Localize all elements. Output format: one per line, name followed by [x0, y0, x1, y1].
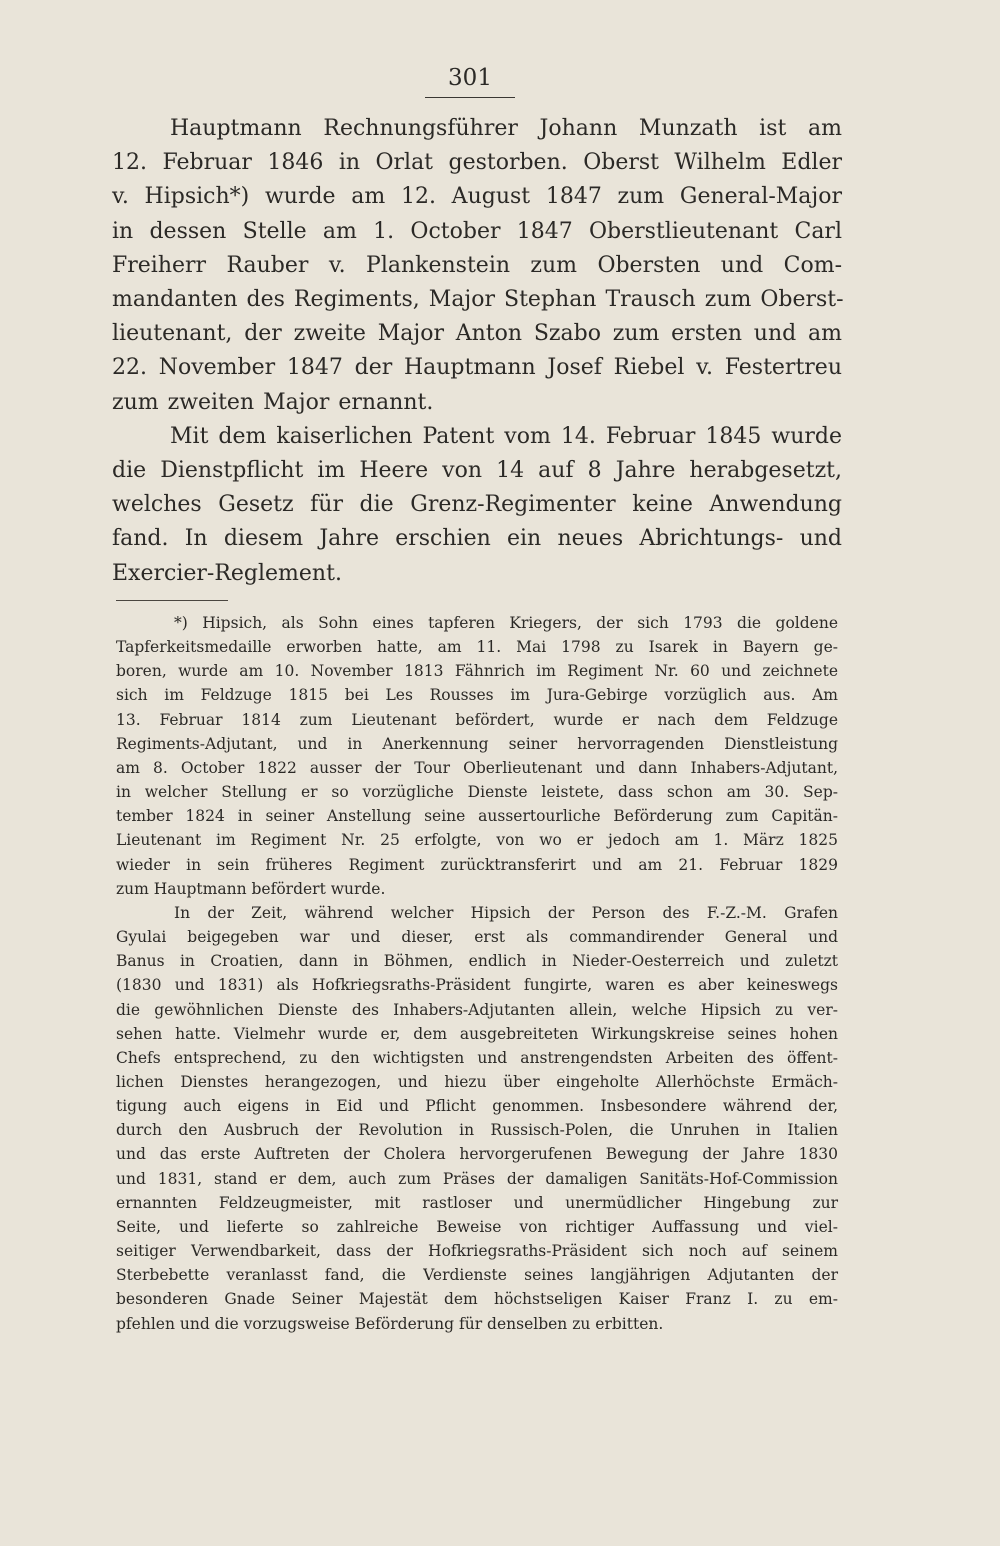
- main-text-line: Mit dem kaiserlichen Patent vom 14. Februar 1845 wurde: [170, 423, 842, 449]
- footnote-line: ernannten Feldzeugmeister, mit rastloser und unermüdlicher Hingebung zur: [116, 1193, 838, 1212]
- footnote-line: Gyulai beigegeben war und dieser, erst als commandirender General und: [116, 928, 838, 947]
- footnote-line: Seite, und lieferte so zahlreiche Beweise von richtiger Auffassung und viel-: [116, 1217, 838, 1236]
- main-text-line: Exercier-Reglement.: [112, 560, 342, 586]
- footnote-line: tigung auch eigens in Eid und Pflicht genommen. Insbesondere während der,: [116, 1097, 838, 1116]
- main-text-line: v. Hipsich*) wurde am 12. August 1847 zum General-Major: [112, 184, 842, 210]
- footnote-line: lichen Dienstes herangezogen, und hiezu über eingeholte Allerhöchste Ermäch-: [116, 1072, 838, 1091]
- main-text-line: lieutenant, der zweite Major Anton Szabo zum ersten und am: [112, 321, 842, 347]
- footnote-line: zum Hauptmann befördert wurde.: [116, 879, 386, 898]
- footnote-line: sich im Feldzuge 1815 bei Les Rousses im Jura-Gebirge vorzüglich aus. Am: [116, 686, 838, 705]
- footnote-line: wieder in sein früheres Regiment zurücktransferirt und am 21. Februar 1829: [116, 855, 838, 874]
- footnote-line: und 1831, stand er dem, auch zum Präses der damaligen Sanitäts-Hof-Commission: [116, 1169, 838, 1188]
- main-text-line: in dessen Stelle am 1. October 1847 Oberstlieutenant Carl: [112, 218, 842, 244]
- main-text-line: mandanten des Regiments, Major Stephan Trausch zum Oberst-: [112, 287, 844, 313]
- main-text-line: Hauptmann Rechnungsführer Johann Munzath ist am: [170, 116, 842, 141]
- footnote-line: durch den Ausbruch der Revolution in Russisch-Polen, die Unruhen in Italien: [116, 1121, 838, 1140]
- footnote-line: Tapferkeitsmedaille erworben hatte, am 11. Mai 1798 zu Isarek in Bayern ge-: [116, 638, 838, 657]
- footnote-line: sehen hatte. Vielmehr wurde er, dem ausgebreiteten Wirkungskreise seines hohen: [116, 1024, 838, 1043]
- footnote-line: Banus in Croatien, dann in Böhmen, endlich in Nieder-Oesterreich und zuletzt: [116, 952, 838, 971]
- footnote-line: die gewöhnlichen Dienste des Inhabers-Adjutanten allein, welche Hipsich zu ver-: [116, 1000, 838, 1019]
- footnote-line: (1830 und 1831) als Hofkriegsraths-Präsident fungirte, waren es aber keineswegs: [116, 976, 838, 995]
- main-text-line: 12. Februar 1846 in Orlat gestorben. Oberst Wilhelm Edler: [112, 150, 842, 176]
- footnote-line: 13. Februar 1814 zum Lieutenant befördert, wurde er nach dem Feldzuge: [116, 710, 838, 729]
- page-number-rule: [425, 97, 515, 98]
- footnote-line: tember 1824 in seiner Anstellung seine aussertourliche Beförderung zum Capitän-: [116, 807, 838, 826]
- main-text-line: 22. November 1847 der Hauptmann Josef Riebel v. Festertreu: [112, 355, 842, 381]
- footnote-line: am 8. October 1822 ausser der Tour Oberlieutenant und dann Inhabers-Adjutant,: [116, 758, 838, 777]
- footnote-line: Regiments-Adjutant, und in Anerkennung seiner hervorragenden Dienstleistung: [116, 734, 838, 753]
- main-text-block: [112, 112, 842, 591]
- footnote-line: Chefs entsprechend, zu den wichtigsten und anstrengendsten Arbeiten des öffent-: [116, 1048, 838, 1067]
- footnote-line: und das erste Auftreten der Cholera hervorgerufenen Bewegung der Jahre 1830: [116, 1145, 838, 1164]
- footnote-line: in welcher Stellung er so vorzügliche Dienste leistete, dass schon am 30. Sep-: [116, 783, 838, 802]
- footnote-line: Sterbebette veranlasst fand, die Verdienste seines langjährigen Adjutanten der: [116, 1266, 838, 1285]
- footnote-line: seitiger Verwendbarkeit, dass der Hofkriegsraths-Präsident sich noch auf seinem: [116, 1242, 838, 1261]
- footnote-separator: [116, 600, 228, 601]
- footnote-line: In der Zeit, während welcher Hipsich der Person des F.-Z.-M. Grafen: [174, 903, 838, 922]
- footnote-line: besonderen Gnade Seiner Majestät dem höchstseligen Kaiser Franz I. zu em-: [116, 1290, 838, 1309]
- footnote-line: boren, wurde am 10. November 1813 Fähnrich im Regiment Nr. 60 und zeichnete: [116, 662, 838, 681]
- main-text-line: welches Gesetz für die Grenz-Regimenter keine Anwendung: [112, 492, 842, 518]
- footnote-block: [116, 611, 838, 1336]
- main-text-line: zum zweiten Major ernannt.: [112, 389, 434, 415]
- main-text-line: fand. In diesem Jahre erschien ein neues Abrichtungs- und: [112, 526, 842, 552]
- footnote-line: *) Hipsich, als Sohn eines tapferen Kriegers, der sich 1793 die goldene: [174, 614, 838, 632]
- footnote-line: Lieutenant im Regiment Nr. 25 erfolgte, von wo er jedoch am 1. März 1825: [116, 831, 838, 850]
- main-text-line: die Dienstpflicht im Heere von 14 auf 8 Jahre herabgesetzt,: [112, 458, 842, 484]
- page-number: 301: [448, 65, 492, 91]
- footnote-line: pfehlen und die vorzugsweise Beförderung für denselben zu erbitten.: [116, 1314, 664, 1333]
- main-text-line: Freiherr Rauber v. Plankenstein zum Obersten und Com-: [112, 252, 842, 278]
